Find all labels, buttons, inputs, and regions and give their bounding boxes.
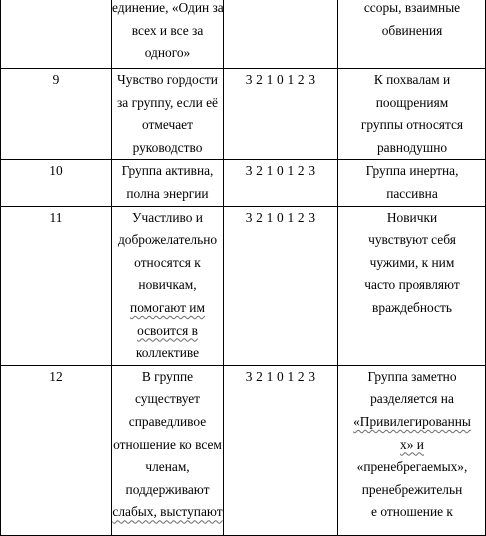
- rating-scale-cell: 3 2 1 0 1 2 3: [224, 160, 338, 206]
- negative-line: К похвалам и: [373, 72, 451, 87]
- positive-line: существует: [134, 391, 201, 407]
- rating-scale-cell: [224, 0, 338, 69]
- positive-line-text: слабых, выступают: [112, 504, 223, 520]
- negative-line: чувствуют себя: [368, 232, 456, 248]
- positive-statement-cell: [112, 69, 224, 160]
- positive-line: Чувство гордости: [117, 72, 218, 87]
- rating-scale-cell: 3 2 1 0 1 2 3: [224, 69, 338, 160]
- negative-line: Группа инертна,: [365, 163, 459, 179]
- positive-statement-cell: [112, 160, 224, 206]
- negative-statement-cell: [338, 0, 486, 69]
- positive-line: отношение ко всем: [113, 436, 222, 452]
- table-row: [1, 206, 486, 365]
- positive-line: коллективе: [135, 345, 200, 361]
- positive-line: отмечает: [142, 117, 193, 133]
- positive-line-text: помогают им: [130, 299, 205, 315]
- negative-line: равнодушно: [376, 139, 448, 155]
- positive-line: поддерживают: [125, 481, 210, 497]
- positive-line: справедливое: [128, 413, 207, 429]
- negative-line: часто проявляют: [364, 277, 460, 293]
- negative-statement-cell: [338, 69, 486, 160]
- positive-line: руководство: [132, 139, 203, 155]
- positive-line: относятся к: [134, 254, 201, 270]
- positive-line: Участливо и: [132, 209, 203, 225]
- negative-line: пассивна: [386, 185, 438, 201]
- negative-line: Новички: [386, 209, 438, 225]
- negative-line: ссоры, взаимные: [363, 0, 461, 15]
- negative-statement-cell: [338, 160, 486, 206]
- positive-line: членам,: [145, 459, 190, 475]
- negative-statement-cell: [338, 365, 486, 535]
- table-row: [1, 69, 486, 160]
- row-number-cell: [1, 0, 112, 69]
- negative-line: «пренебрегаемых»,: [356, 459, 468, 475]
- negative-line-text: х» и: [400, 436, 424, 452]
- negative-line: враждебность: [372, 299, 452, 315]
- positive-line: новичкам,: [138, 277, 197, 293]
- positive-line: [112, 297, 223, 320]
- positive-line: за группу, если её: [117, 94, 218, 110]
- negative-line: поощрениям: [375, 94, 449, 110]
- row-number-cell: 9: [1, 69, 112, 160]
- negative-line: [338, 434, 486, 457]
- table-row: [1, 365, 486, 535]
- positive-line: [112, 501, 223, 524]
- positive-line: В группе: [141, 368, 194, 384]
- table-row: [1, 0, 486, 69]
- positive-line: всех и все за: [131, 22, 204, 38]
- row-number-cell: 10: [1, 160, 112, 206]
- negative-line: обвинения: [381, 22, 443, 38]
- negative-line: группы относятся: [360, 117, 464, 133]
- positive-statement-cell: [112, 365, 224, 535]
- row-number-cell: 12: [1, 365, 112, 535]
- negative-line: разделяется на: [370, 391, 454, 407]
- row-number-cell: 11: [1, 206, 112, 365]
- positive-statement-cell: [112, 0, 224, 69]
- positive-line: [112, 320, 223, 343]
- negative-line: пренебрежительн: [361, 481, 463, 497]
- rating-scale-cell: 3 2 1 0 1 2 3: [224, 206, 338, 365]
- positive-statement-cell: [112, 206, 224, 365]
- negative-line-text: «Привилегированны: [353, 413, 471, 429]
- negative-statement-cell: [338, 206, 486, 365]
- positive-line-text: освоится в: [137, 322, 198, 338]
- negative-line: Группа заметно: [367, 368, 457, 384]
- negative-line: [338, 411, 486, 434]
- negative-line: чужими, к ним: [369, 254, 455, 270]
- positive-line: полна энергии: [126, 185, 209, 201]
- positive-line: единение, «Один за: [112, 0, 224, 15]
- table-row: [1, 160, 486, 206]
- positive-line: доброжелательно: [117, 232, 218, 248]
- positive-line: Группа активна,: [121, 163, 214, 179]
- positive-line: одного»: [144, 45, 191, 61]
- rating-scale-cell: 3 2 1 0 1 2 3: [224, 365, 338, 535]
- negative-line: е отношение к: [371, 504, 453, 520]
